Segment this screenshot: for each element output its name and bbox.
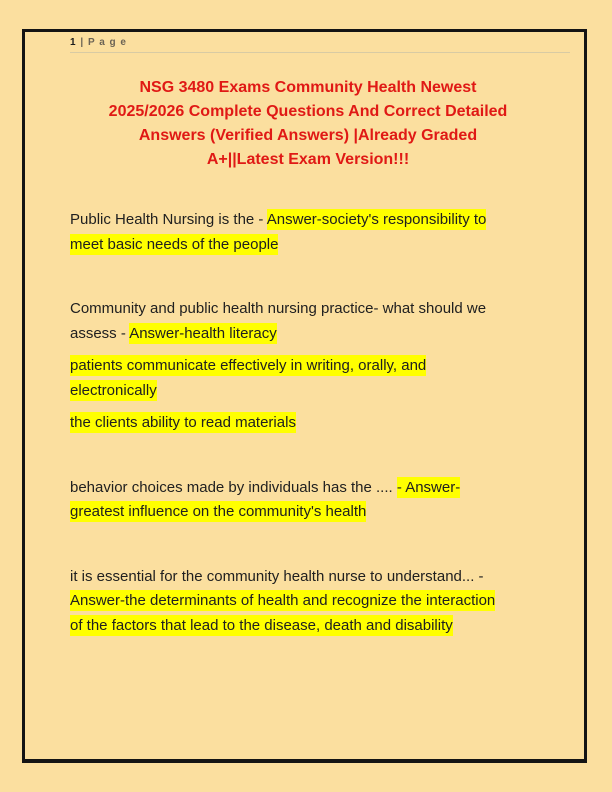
- page-header-label: P a g e: [87, 37, 127, 48]
- page-content: [25, 32, 584, 759]
- header-rule: [70, 52, 570, 53]
- title-line: NSG 3480 Exams Community Health Newest: [139, 79, 477, 96]
- question-answer-list: [70, 208, 506, 638]
- title-line: Answers (Verified Answers) |Already Graded: [138, 127, 478, 144]
- answer-highlight: Answer-the determinants of health and recognize the interaction of the factors that lead to the disease, death and disability: [70, 592, 496, 634]
- question-text: it is essential for the community health nurse to understand... -: [70, 567, 484, 585]
- title-line: A+||Latest Exam Version!!!: [206, 151, 410, 168]
- title-line: 2025/2026 Complete Questions And Correct Detailed: [108, 103, 508, 120]
- qa-paragraph: [70, 476, 506, 525]
- qa-paragraph: [70, 297, 506, 346]
- answer-highlight: - Answer-greatest influence on the community's health: [70, 478, 461, 520]
- document-title: [70, 76, 546, 172]
- qa-paragraph: [70, 354, 506, 403]
- qa-paragraph: [70, 565, 506, 639]
- page-header: [70, 36, 570, 50]
- answer-highlight: Answer-health literacy: [129, 324, 277, 342]
- answer-highlight: the clients ability to read materials: [70, 414, 296, 431]
- question-text: behavior choices made by individuals has the ....: [70, 478, 397, 496]
- question-text: Community and public health nursing practice- what should we assess -: [70, 300, 487, 342]
- page-header-separator: |: [80, 37, 85, 48]
- page-border-frame: [22, 29, 587, 763]
- page-number: 1: [70, 37, 77, 48]
- qa-paragraph: [70, 411, 506, 436]
- qa-paragraph: [70, 208, 506, 257]
- answer-highlight: patients communicate effectively in writing, orally, and electronically: [70, 357, 427, 399]
- answer-highlight: Answer-society's responsibility to meet basic needs of the people: [70, 211, 487, 253]
- question-text: Public Health Nursing is the -: [70, 211, 267, 228]
